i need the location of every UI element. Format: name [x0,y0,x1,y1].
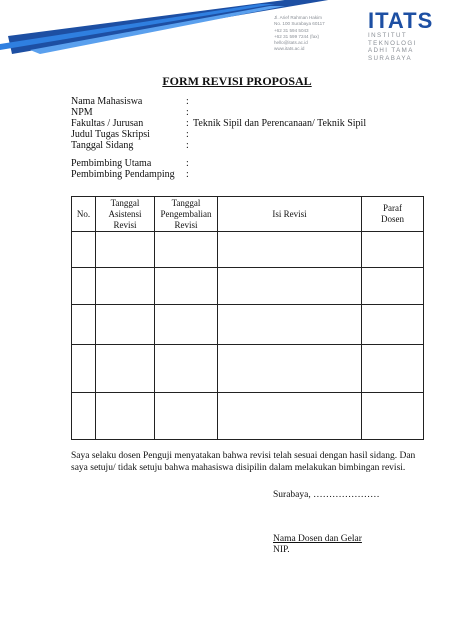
logo-subtitle-line: TEKNOLOGI [368,39,417,47]
field-colon: : [186,118,189,129]
logo-subtitle-line: ADHI TAMA [368,47,414,55]
header-text: Paraf [383,203,402,213]
form-title: FORM REVISI PROPOSAL [162,74,312,88]
address-line: www.itats.ac.id [274,46,305,52]
field-label: Pembimbing Pendamping [71,169,175,180]
table-cell[interactable] [218,305,362,345]
table-row [72,305,424,345]
table-row [72,393,424,440]
field-colon: : [186,107,189,118]
table-cell[interactable] [96,393,155,440]
header-paraf-dosen [362,197,424,232]
table-cell[interactable] [362,268,424,305]
header-text: Isi Revisi [272,208,307,219]
approval-statement: Saya selaku dosen Penguji menyatakan bahwa revisi telah sesuai dengan hasil sidang. Dan saya setuju/ tidak setuju bahwa mahasiswa disipilin dalam melakukan bimbingan revisi. [71,451,416,473]
address-line: +62 31 599 7244 (fax) [274,33,320,39]
address-line: hello@itats.ac.id [274,40,308,46]
table-cell[interactable] [72,268,96,305]
table-cell[interactable] [155,268,218,305]
table-cell[interactable] [362,345,424,393]
address-line: Jl. Arief Rahman Hakim [274,15,322,20]
header-text: Revisi [174,219,198,230]
header-no [72,197,96,232]
header-isi-revisi [218,197,362,232]
table-row [72,268,424,305]
table-cell[interactable] [72,232,96,268]
table-cell[interactable] [72,393,96,440]
institution-address [274,15,366,53]
table-cell[interactable] [96,268,155,305]
header-tanggal-pengembalian [155,197,218,232]
table-cell[interactable] [155,305,218,345]
field-label: Nama Mahasiswa [71,96,143,107]
table-cell[interactable] [72,345,96,393]
itats-logo [368,10,468,62]
table-header-row [72,197,424,232]
header-text: No. [76,208,91,219]
header-tanggal-asistensi [96,197,155,232]
table-cell[interactable] [218,345,362,393]
header-text: Revisi [113,219,137,230]
header-text: Asistensi [108,208,142,219]
table-cell[interactable] [96,232,155,268]
table-cell[interactable] [218,232,362,268]
logo-subtitle-line: INSTITUT [368,32,408,39]
table-row [72,232,424,268]
table-cell[interactable] [96,305,155,345]
field-value[interactable]: Teknik Sipil dan Perencanaan/ Teknik Sipil [193,118,367,129]
city-date-line: Surabaya, ………………… [273,490,380,500]
header-text: Tanggal [171,197,201,208]
table-cell[interactable] [155,232,218,268]
field-colon: : [186,169,189,180]
field-colon: : [186,158,189,169]
field-label: Fakultas / Jurusan [71,118,144,129]
header-text: Pengembalian [160,208,212,219]
table-cell[interactable] [362,232,424,268]
table-cell[interactable] [362,305,424,345]
table-cell[interactable] [155,393,218,440]
address-line: No. 100 Surabaya 60117 [274,21,325,27]
field-label: Judul Tugas Skripsi [71,129,150,140]
table-cell[interactable] [362,393,424,440]
table-cell[interactable] [96,345,155,393]
lecturer-name-label: Nama Dosen dan Gelar [273,534,362,544]
revision-table [71,196,424,440]
field-label: NPM [71,107,93,118]
field-label: Tanggal Sidang [71,140,134,151]
field-colon: : [186,129,189,140]
table-row [72,345,424,393]
table-cell[interactable] [72,305,96,345]
signature-block [273,534,362,556]
logo-subtitle-line: SURABAYA [368,54,412,62]
logo-wordmark: ITATS [368,8,434,33]
nip-label: NIP. [273,545,290,555]
address-line: +62 31 594 5043 [274,27,309,33]
header-text: Tanggal [110,197,140,208]
table-cell[interactable] [218,268,362,305]
table-cell[interactable] [218,393,362,440]
header-text: Dosen [381,214,404,224]
field-colon: : [186,96,189,107]
field-colon: : [186,140,189,151]
field-label: Pembimbing Utama [71,158,152,169]
table-cell[interactable] [155,345,218,393]
